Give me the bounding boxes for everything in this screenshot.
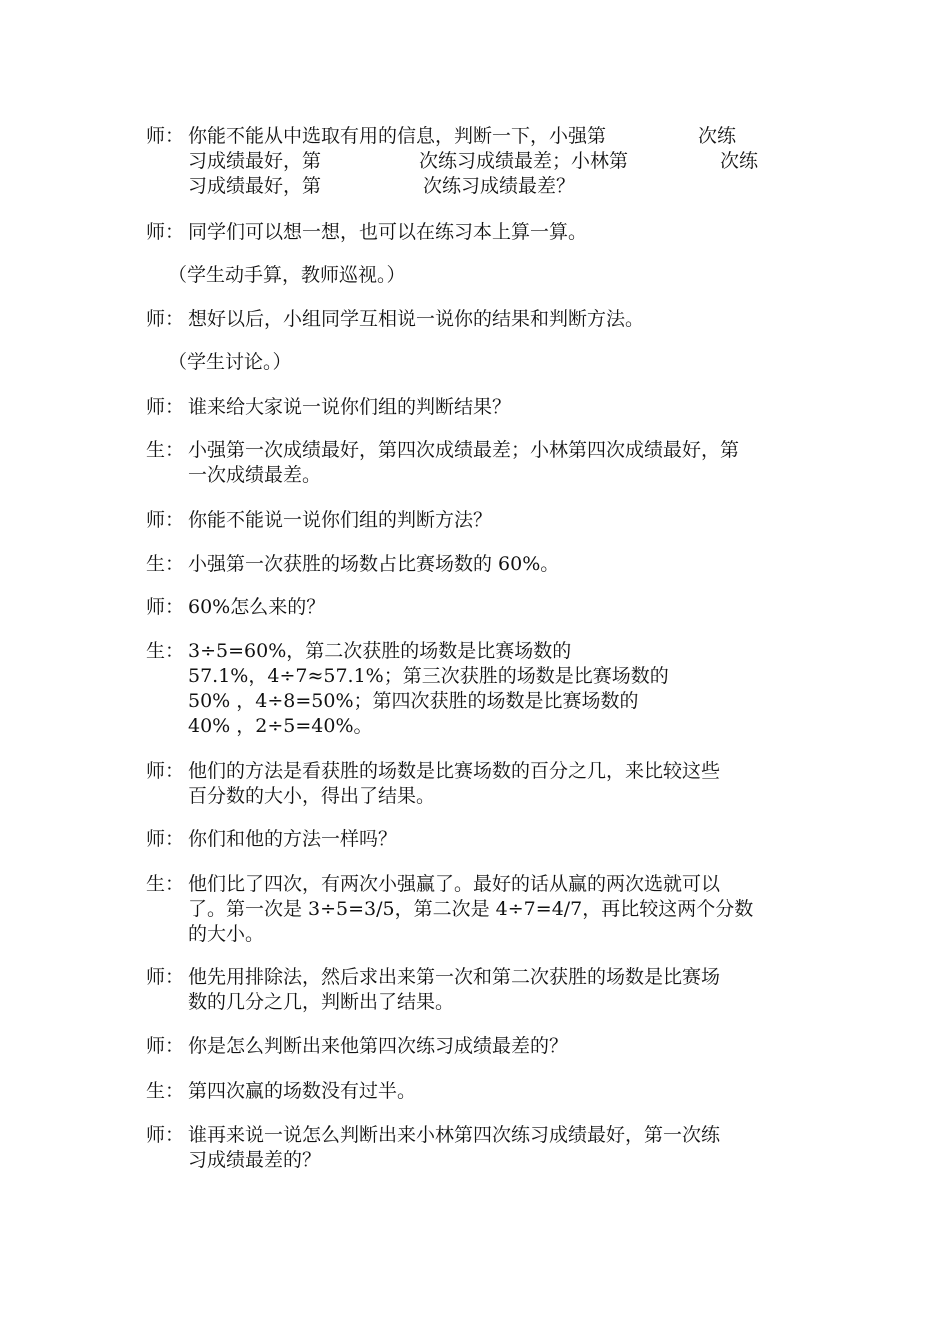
paragraph-teacher-question-1 [146, 124, 806, 199]
text-segment: 你能不能从中选取有用的信息，判断一下，小强第 [188, 125, 607, 147]
paragraph-teacher-3 [146, 307, 806, 332]
text-segment: 第四次赢的场数没有过半。 [188, 1080, 417, 1102]
paragraph-teacher-10 [146, 1034, 806, 1059]
text-segment: 习成绩最好，第 [188, 150, 322, 172]
speaker-label: 生： [146, 640, 185, 662]
stage-note-2: （学生讨论。） [168, 351, 292, 373]
speaker-label: 师： [146, 596, 185, 618]
text-segment: 50% ，4÷8=50%；第四次获胜的场数是比赛场数的 [188, 690, 639, 712]
paragraph-teacher-5 [146, 508, 806, 533]
text-segment: 百分数的大小，得出了结果。 [188, 785, 436, 807]
speaker-label: 生： [146, 553, 185, 575]
speaker-label: 师： [146, 1124, 185, 1146]
paragraph-student-4 [146, 872, 806, 947]
text-segment: 次练 [698, 125, 737, 147]
paragraph-student-3 [146, 639, 806, 739]
paragraph-teacher-8 [146, 827, 806, 852]
speaker-label: 师： [146, 396, 185, 418]
speaker-label: 生： [146, 873, 185, 895]
speaker-label: 师： [146, 509, 185, 531]
text-segment: 57.1%，4÷7≈57.1%；第三次获胜的场数是比赛场数的 [188, 665, 669, 687]
stage-note-1: （学生动手算，教师巡视。） [168, 264, 406, 286]
paragraph-teacher-6 [146, 595, 806, 620]
paragraph-teacher-7 [146, 759, 806, 809]
paragraph-teacher-4 [146, 395, 806, 420]
text-segment: 3÷5=60%，第二次获胜的场数是比赛场数的 [188, 640, 572, 662]
text-segment: 40% ，2÷5=40%。 [188, 715, 373, 737]
text-segment: 想好以后，小组同学互相说一说你的结果和判断方法。 [188, 308, 645, 330]
speaker-label: 师： [146, 308, 185, 330]
paragraph-student-2 [146, 552, 806, 577]
text-segment: 你们和他的方法一样吗？ [188, 828, 398, 850]
speaker-label: 师： [146, 125, 185, 147]
text-segment: 习成绩最差的？ [188, 1149, 322, 1171]
speaker-label: 师： [146, 966, 185, 988]
speaker-label: 生： [146, 439, 185, 461]
text-segment: 谁再来说一说怎么判断出来小林第四次练习成绩最好，第一次练 [188, 1124, 721, 1146]
text-segment: 了。第一次是 3÷5=3/5，第二次是 4÷7=4/7，再比较这两个分数 [188, 898, 754, 920]
paragraph-student-5 [146, 1079, 806, 1104]
paragraph-teacher-9 [146, 965, 806, 1015]
text-segment: 小强第一次获胜的场数占比赛场数的 60%。 [188, 553, 560, 575]
text-segment: 的大小。 [188, 923, 265, 945]
text-segment: 60%怎么来的？ [188, 596, 326, 618]
text-segment: 他们比了四次，有两次小强赢了。最好的话从赢的两次选就可以 [188, 873, 721, 895]
paragraph-student-1 [146, 438, 806, 488]
text-segment: 谁来给大家说一说你们组的判断结果？ [188, 396, 512, 418]
paragraph-teacher-2 [146, 220, 806, 245]
text-segment: 你是怎么判断出来他第四次练习成绩最差的？ [188, 1035, 569, 1057]
text-segment: 习成绩最好，第 [188, 175, 322, 197]
text-segment: 他先用排除法，然后求出来第一次和第二次获胜的场数是比赛场 [188, 966, 721, 988]
text-segment: 同学们可以想一想，也可以在练习本上算一算。 [188, 221, 588, 243]
text-segment: 一次成绩最差。 [188, 464, 322, 486]
text-segment: 他们的方法是看获胜的场数是比赛场数的百分之几，来比较这些 [188, 760, 721, 782]
text-segment: 次练习成绩最差；小林第 [419, 150, 629, 172]
text-segment: 次练 [720, 150, 759, 172]
text-segment: 你能不能说一说你们组的判断方法？ [188, 509, 493, 531]
text-segment: 次练习成绩最差？ [423, 175, 576, 197]
paragraph-teacher-11 [146, 1123, 806, 1173]
speaker-label: 师： [146, 221, 185, 243]
text-segment: 小强第一次成绩最好，第四次成绩最差；小林第四次成绩最好，第 [188, 439, 740, 461]
speaker-label: 师： [146, 828, 185, 850]
text-segment: 数的几分之几，判断出了结果。 [188, 991, 455, 1013]
speaker-label: 师： [146, 760, 185, 782]
speaker-label: 生： [146, 1080, 185, 1102]
speaker-label: 师： [146, 1035, 185, 1057]
